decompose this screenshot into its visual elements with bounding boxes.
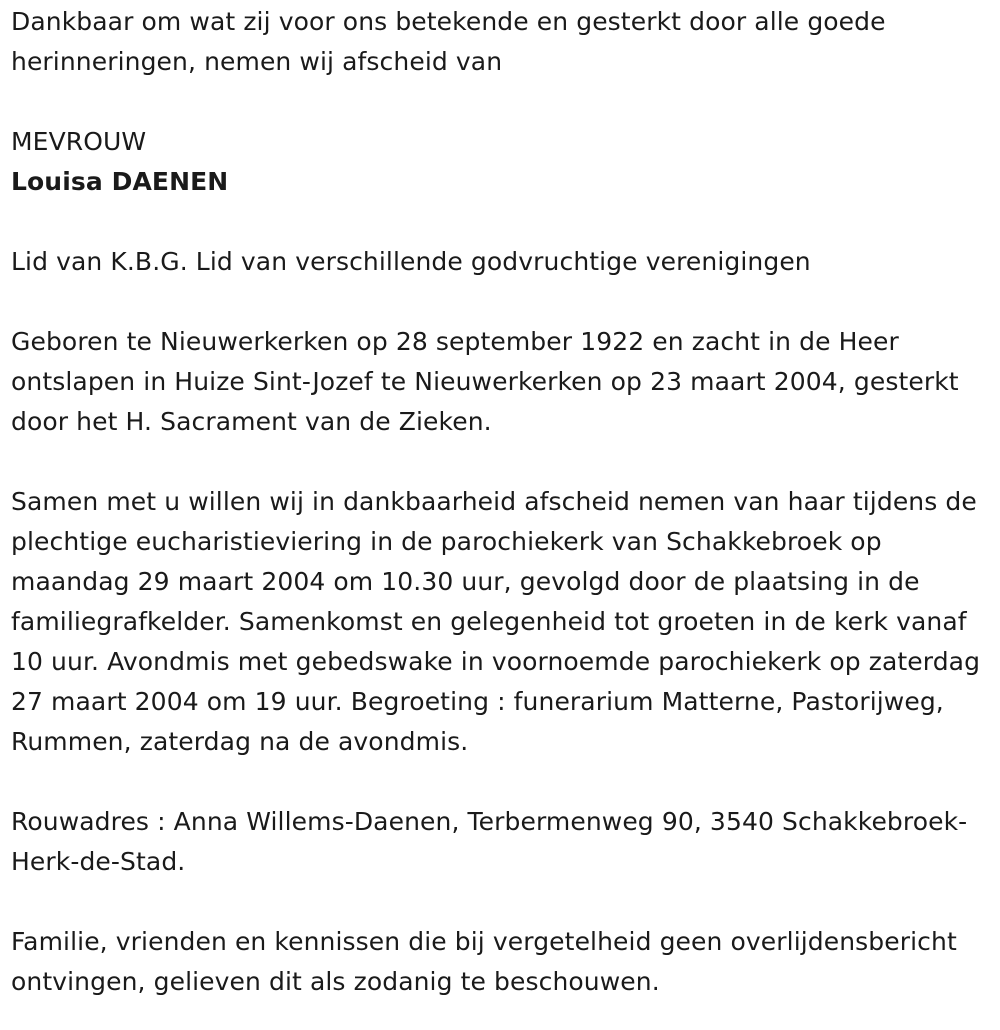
title-label: MEVROUW (11, 127, 147, 156)
obituary-notice (11, 2, 996, 1002)
birth-death-paragraph: Geboren te Nieuwerkerken op 28 september 1922 en zacht in de Heer ontslapen in Huize Sint-Jozef te Nieuwerkerken op 23 maart 2004, gesterkt door het H. Sacrament van de Zieken. (11, 327, 959, 436)
address-paragraph: Rouwadres : Anna Willems-Daenen, Terbermenweg 90, 3540 Schakkebroek-Herk-de-Stad. (11, 807, 968, 876)
memberships-paragraph: Lid van K.B.G. Lid van verschillende godvruchtige verenigingen (11, 247, 811, 276)
deceased-name: Louisa DAENEN (11, 167, 229, 196)
intro-paragraph: Dankbaar om wat zij voor ons betekende en gesterkt door alle goede herinneringen, nemen wij afscheid van (11, 7, 886, 76)
closing-paragraph: Familie, vrienden en kennissen die bij vergetelheid geen overlijdensbericht ontvingen, gelieven dit als zodanig te beschouwen. (11, 927, 957, 996)
ceremony-paragraph: Samen met u willen wij in dankbaarheid afscheid nemen van haar tijdens de plechtige eucharistieviering in de parochiekerk van Schakkebroek op maandag 29 maart 2004 om 10.30 uur, gevolgd door de plaatsing in de familiegrafkelder. Samenkomst en gelegenheid tot groeten in de kerk vanaf 10 uur. Avondmis met gebedswake in voornoemde parochiekerk op zaterdag 27 maart 2004 om 19 uur. Begroeting : funerarium Matterne, Pastorijweg, Rummen, zaterdag na de avondmis. (11, 487, 981, 756)
